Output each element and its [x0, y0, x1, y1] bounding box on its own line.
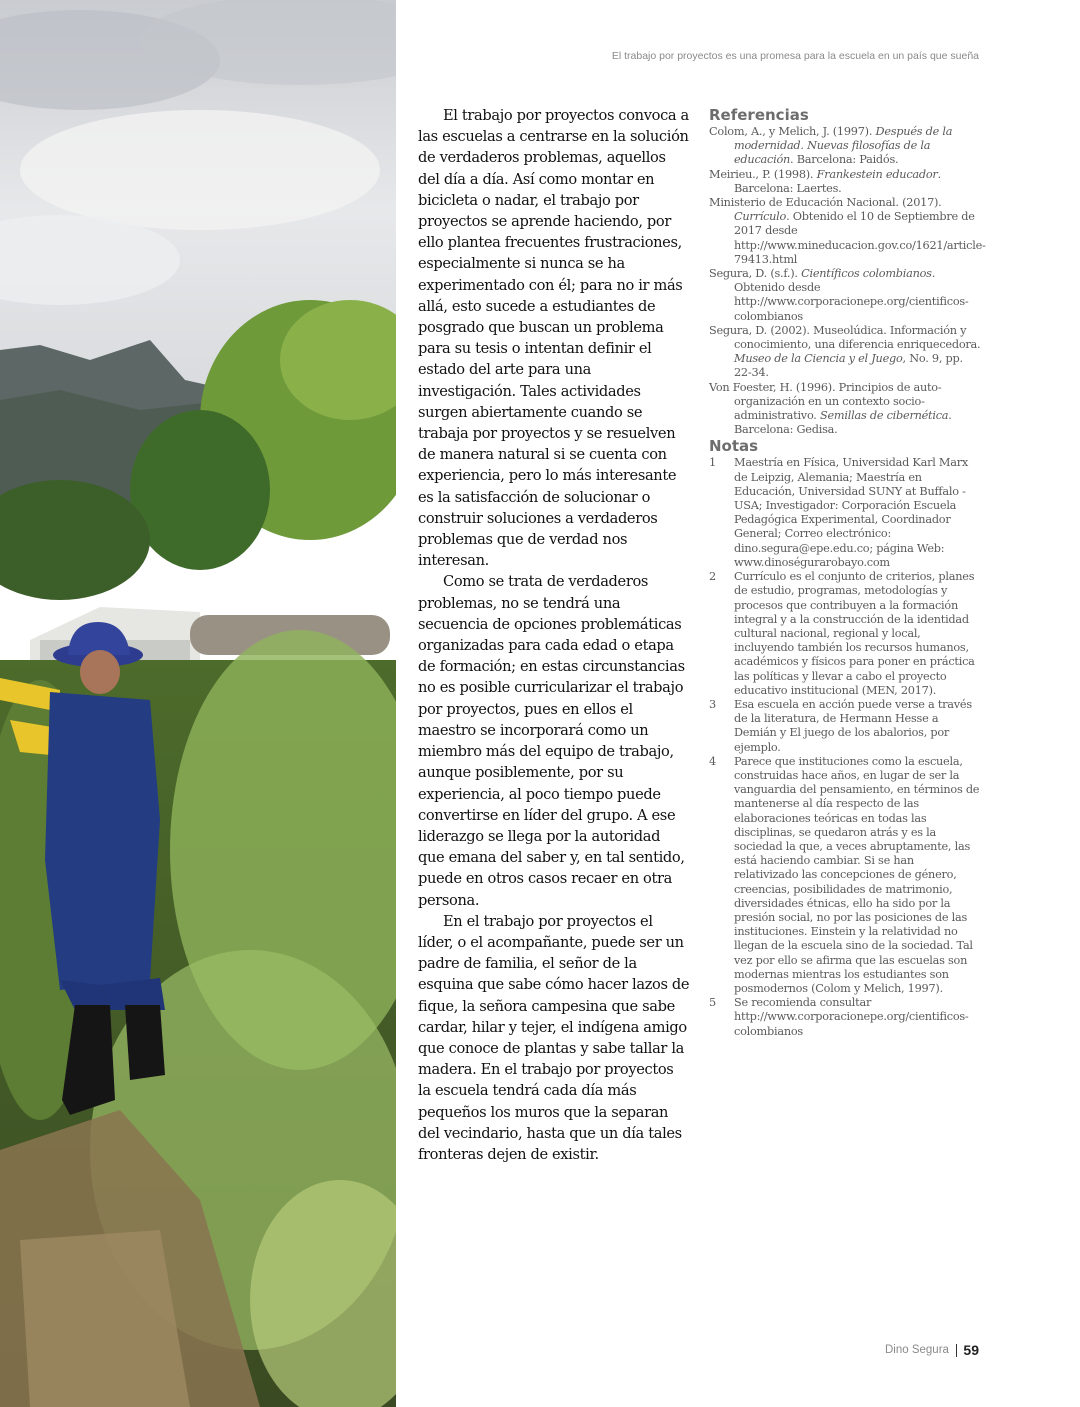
- note-number: 2: [709, 570, 716, 584]
- reference-item: Segura, D. (s.f.). Científicos colombianos. Obtenido desde http://www.corporacionepe.org/cientificos-colombianos: [709, 267, 969, 323]
- body-paragraph-2: Como se trata de verdaderos problemas, no se tendrá una secuencia de opciones problemáticas organizadas para cada edad o etapa de formación; en estas circunstancias no es posible curricularizar el trabajo por proyectos, pues en ellos el maestro se incorporará como un miembro más del equipo de trabajo, aunque posiblemente, por su experiencia, al poco tiempo puede convertirse en líder del grupo. A ese liderazgo se llega por la autoridad que emana del saber y, en tal sentido, puede en otros casos recaer en otra persona.: [418, 573, 685, 909]
- body-paragraph-1: El trabajo por proyectos convoca a las escuelas a centrarse en la solución de verdaderos problemas, aquellos del día a día. Así como montar en bicicleta o nadar, el trabajo por proyectos se aprende haciendo, por ello plantea frecuentes frustraciones, especialmente si nunca se ha experimentado con él; para no ir más allá, esto sucede a estudiantes de posgrado que buscan un problema para su tesis o intentan definir el estado del arte para una investigación. Tales actividades surgen abiertamente cuando se trabaja por proyectos y se resuelven de manera natural si se cuenta con experiencia, pero lo más interesante es la satisfacción de solucionar o construir soluciones a verdaderos problemas que de verdad nos interesan.: [418, 107, 689, 570]
- note-item: [709, 570, 981, 698]
- note-text: Parece que instituciones como la escuela, construidas hace años, en lugar de ser la vanguardia del pensamiento, en términos de mantenerse al día respecto de las elaboraciones teóricas en todas las disciplinas, se quedaron atrás y es la sociedad la que, a veces abruptamente, las está haciendo cambiar. Si se han relativizado las concepciones de género, creencias, posibilidades de matrimonio, diversidades étnicas, ello ha sido por la presión social, no por las posiciones de las instituciones. Einstein y la relatividad no llegan de la escuela sino de la sociedad. Tal vez por ello se afirma que las escuelas son modernas mientras los estudiantes son posmodernos (Colom y Melich, 1997).: [734, 754, 980, 995]
- page-number: 59: [963, 1342, 979, 1358]
- notes-heading: Notas: [709, 437, 759, 456]
- note-item: [709, 755, 981, 996]
- note-text: Currículo es el conjunto de criterios, planes de estudio, programas, metodologías y procesos que contribuyen a la formación integral y a la construcción de la identidad cultural nacional, regional y local, incluyendo también los recursos humanos, académicos y físicos para poner en práctica las políticas y llevar a cabo el proyecto educativo institucional (MEN, 2017).: [734, 570, 975, 697]
- main-text-column: [418, 105, 690, 1165]
- reference-item: Meirieu., P. (1998). Frankestein educador. Barcelona: Laertes.: [709, 167, 941, 195]
- reference-item: Segura, D. (2002). Museolúdica. Información y conocimiento, una diferencia enriquecedora. Museo de la Ciencia y el Juego, No. 9, pp. 22-34.: [709, 323, 981, 380]
- note-number: 1: [709, 456, 716, 470]
- footer-author: Dino Segura: [884, 1344, 949, 1356]
- note-item: [709, 456, 981, 570]
- body-paragraph-3: En el trabajo por proyectos el líder, o el acompañante, puede ser un padre de familia, el señor de la esquina que sabe cómo hacer lazos de fique, la señora campesina que sabe cardar, hilar y tejer, el indígena amigo que conoce de plantas y sabe tallar la madera. En el trabajo por proyectos la escuela tendrá cada día más pequeños los muros que la separan del vecindario, hasta que un día tales fronteras dejen de existir.: [418, 912, 690, 1163]
- note-number: 3: [709, 697, 716, 711]
- note-number: 5: [709, 996, 716, 1010]
- footer-divider: [956, 1344, 958, 1357]
- reference-item: Ministerio de Educación Nacional. (2017). Currículo. Obtenido el 10 de Septiembre de 2017 desde http://www.mineducacion.gov.co/1621/article-79413.html: [709, 196, 986, 266]
- note-text: Maestría en Física, Universidad Karl Marx de Leipzig, Alemania; Maestría en Educación, Universidad SUNY at Buffalo - USA; Investigador: Corporación Escuela Pedagógica Experimental, Coordinador General; Correo electrónico: dino.segura@epe.edu.co; página Web: www.dinoségurarobayo.com: [734, 456, 969, 569]
- note-text: Se recomienda consultar http://www.corporacionepe.org/cientificos-colombianos: [734, 996, 969, 1038]
- note-item: [709, 698, 981, 755]
- page-footer: [885, 1342, 979, 1358]
- running-header: El trabajo por proyectos es una promesa para la escuela en un país que sueña: [611, 50, 979, 62]
- references-heading: Referencias: [709, 106, 809, 124]
- reference-item: Colom, A., y Melich, J. (1997). Después de la modernidad. Nuevas filosofías de la educación. Barcelona: Paidós.: [709, 125, 953, 167]
- note-text: Esa escuela en acción puede verse a través de la literatura, de Hermann Hesse a Demián y El juego de los abalorios, por ejemplo.: [734, 697, 972, 754]
- side-column: [709, 106, 986, 1039]
- note-number: 4: [709, 754, 716, 768]
- note-item: [709, 996, 981, 1039]
- article-photo: [0, 0, 396, 1407]
- reference-item: Von Foester, H. (1996). Principios de auto-organización en un contexto socio-administrativo. Semillas de cibernética. Barcelona: Gedisa.: [709, 380, 952, 437]
